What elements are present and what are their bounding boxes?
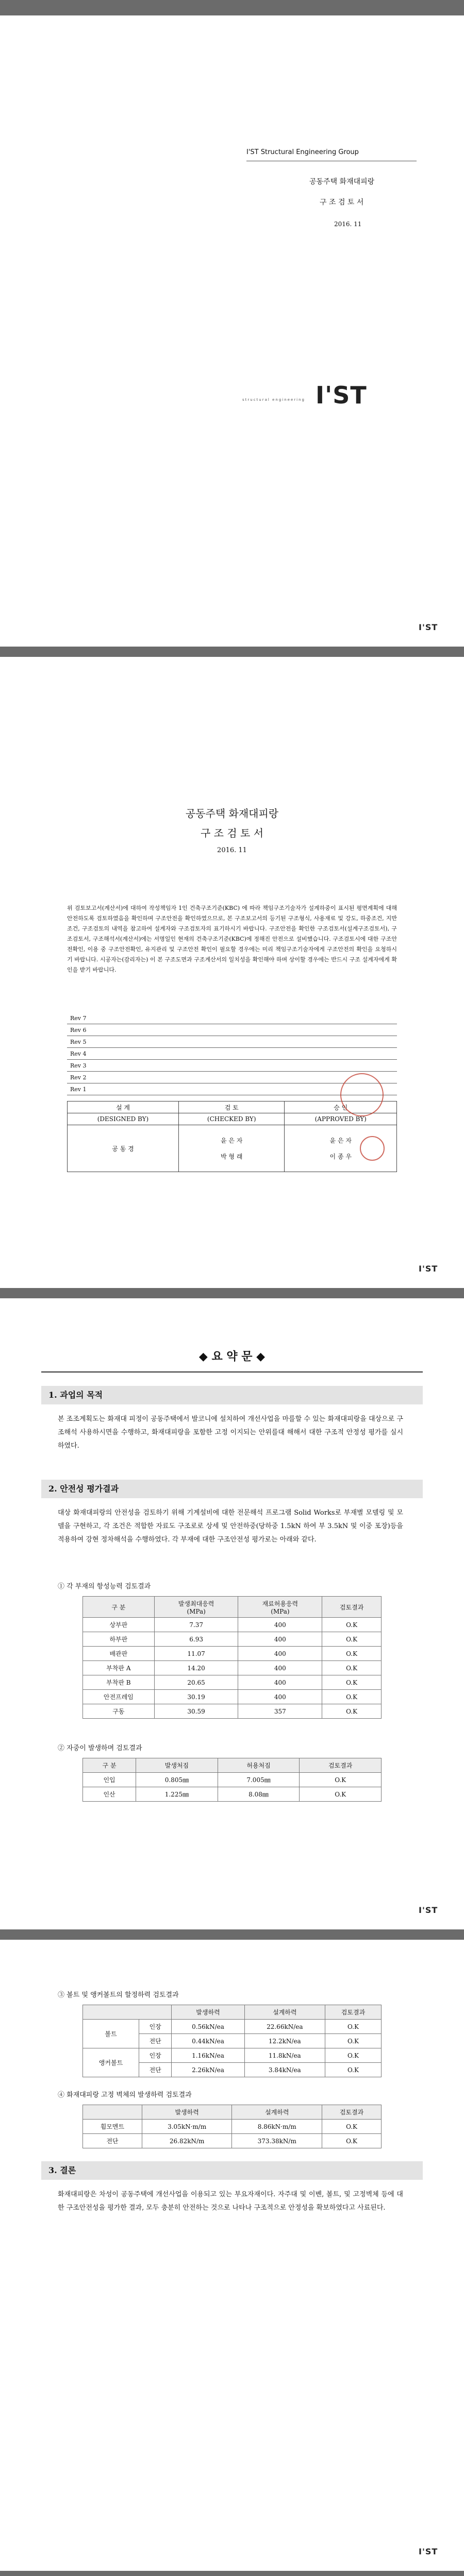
sig-cell [68,1125,179,1172]
t1-cell: 7.37 [154,1618,238,1632]
summary-page [0,1298,464,1929]
table-row [83,1704,382,1719]
t2-cell: O.K [300,1773,382,1787]
t3-cell: 인장 [139,2020,171,2034]
cover-logo [316,381,367,409]
t1-cell: 배관판 [83,1647,155,1661]
t1-header: 구 분 [83,1597,155,1618]
p3-footer-logo [419,1905,438,1915]
engineer-seal [340,1073,384,1116]
cover-doc-title: 구 조 검 토 서 [320,198,364,207]
table-row [83,1690,382,1704]
cover-footer-logo [419,622,438,632]
t1-cell: O.K [322,1661,382,1675]
t4-cell: 3.05kN·m/m [142,2120,232,2134]
table-4-caption: ④ 화재대피랑 고정 벽체의 발생하력 검토결과 [58,2091,192,2099]
table-row [83,1661,382,1675]
rev-row: Rev 6 [67,1024,397,1036]
footer-logo-text: I'ST [419,1264,438,1274]
t3-cell: 전단 [139,2034,171,2048]
t4-cell: O.K [322,2120,382,2134]
t3-cell: 12.2kN/ea [244,2034,325,2048]
t1-cell: O.K [322,1618,382,1632]
t2-cell: 8.08㎜ [218,1787,300,1802]
t3-header: 설계하력 [244,2005,325,2020]
t3-cell: 2.26kN/ea [172,2063,244,2077]
t1-cell: 30.59 [154,1704,238,1719]
t1-cell: 30.19 [154,1690,238,1704]
t3-cell: O.K [325,2020,381,2034]
t1-cell: O.K [322,1675,382,1690]
t1-cell: 부착판 B [83,1675,155,1690]
cover-logo-sub: structural engineering [242,398,305,402]
t1-cell: 400 [238,1618,322,1632]
deflection-table [82,1758,382,1802]
cover-date: 2016. 11 [334,221,362,228]
t3-cell: 22.66kN/ea [244,2020,325,2034]
footer-logo-text: I'ST [419,1905,438,1915]
table-row [83,1618,382,1632]
t1-cell: 부착판 A [83,1661,155,1675]
cover-project: 공동주택 화재대피랑 [309,178,375,186]
signature-page [0,657,464,1288]
sig-name: 윤 은 자 [329,1137,352,1144]
t3-cell: 볼트 [83,2020,139,2048]
t4-header: 설계하력 [232,2105,322,2120]
t3-cell: 0.56kN/ea [172,2020,244,2034]
wall-force-table [82,2105,382,2148]
t1-cell: 11.07 [154,1647,238,1661]
t2-cell: 인산 [83,1787,136,1802]
table-row [83,1647,382,1661]
rev-row: Rev 1 [67,1083,397,1095]
sig-cell [178,1125,285,1172]
t1-cell: O.K [322,1704,382,1719]
t4-header [83,2105,142,2120]
rev-row: Rev 4 [67,1048,397,1060]
sig-header: 검 토 [178,1101,285,1113]
t2-header: 허용처짐 [218,1758,300,1773]
sig-role: 이 종 우 [329,1153,352,1160]
logo-text: I'ST [316,381,367,409]
approval-seal [360,1136,385,1161]
member-stress-table [82,1596,382,1719]
t2-cell: O.K [300,1787,382,1802]
section-2-text: 대상 화재대피랑의 안전성을 검토하기 위해 기계설비에 대한 전문해석 프로그램 Solid Works로 부재별 모델링 및 모델을 구현하고, 각 조건은 적합한 자료도 구조로로 상세 및 안전하중(당하중 1.5kN 하여 부 3.5kN 및 이중 포장)등을 적용하여 강현 정차해석을 수행하였다. 각 부재에 대한 구조안전성 평가로는 아래와 같다. [58,1509,403,1544]
t4-cell: 8.86kN·m/m [232,2120,322,2134]
table-row [83,1787,382,1802]
sig-sub: (DESIGNED BY) [68,1113,179,1125]
t4-cell: 휨모멘트 [83,2120,142,2134]
sig-header: 설 계 [68,1101,179,1113]
t1-cell: 400 [238,1690,322,1704]
t1-cell: O.K [322,1632,382,1647]
t1-header: 검토결과 [322,1597,382,1618]
sig-sub: (APPROVED BY) [285,1113,397,1125]
p2-footer-logo [419,1264,438,1274]
table-row [83,2048,382,2063]
t2-header: 검토결과 [300,1758,382,1773]
table-row [83,1675,382,1690]
banner-rule [41,1371,423,1372]
t1-cell: 20.65 [154,1675,238,1690]
t4-cell: 373.38kN/m [232,2134,322,2148]
section-3-text: 화재대피랑은 차성이 공동주택에 개선사업을 이용되고 있는 부요자재이다. 자주대 및 이벤, 볼트, 및 고정벽체 등에 대한 구조안전성을 평가한 결과, 모두 충분히 안전하는 것으로 나타나 구조적으로 안정성을 확보하였다고 사료된다. [58,2191,403,2212]
t3-cell: O.K [325,2063,381,2077]
t4-cell: 26.82kN/m [142,2134,232,2148]
section-1-title: 1. 과업의 목적 [41,1386,423,1404]
t3-header: 검토결과 [325,2005,381,2020]
t1-cell: O.K [322,1690,382,1704]
t1-cell: 357 [238,1704,322,1719]
t3-cell: O.K [325,2034,381,2048]
table-2-caption: ② 자중이 발생하며 검토결과 [58,1744,142,1752]
table-row [83,2120,382,2134]
t4-cell: O.K [322,2134,382,2148]
t2-header: 구 분 [83,1758,136,1773]
t1-cell: 400 [238,1632,322,1647]
rev-row: Rev 5 [67,1036,397,1048]
t1-cell: 하부판 [83,1632,155,1647]
t3-cell: 인장 [139,2048,171,2063]
t3-cell: 전단 [139,2063,171,2077]
table-1-caption: ① 각 부재의 항성능력 검토결과 [58,1583,151,1590]
sig-name: 공 동 경 [112,1145,134,1153]
t1-header: 재료허용응력 (MPa) [238,1597,322,1618]
t4-cell: 전단 [83,2134,142,2148]
t3-cell: 3.84kN/ea [244,2063,325,2077]
t2-cell: 7.005㎜ [218,1773,300,1787]
sig-sub: (CHECKED BY) [178,1113,285,1125]
t1-cell: O.K [322,1647,382,1661]
summary-banner: ◆ 요 약 문 ◆ [198,1350,266,1363]
summary-cont-page [0,1940,464,2571]
table-row [83,1773,382,1787]
section-2-title: 2. 안전성 평가결과 [41,1480,423,1498]
t3-cell: 1.16kN/ea [172,2048,244,2063]
sig-role: 박 형 래 [221,1153,243,1160]
t3-cell: O.K [325,2048,381,2063]
t1-cell: 6.93 [154,1632,238,1647]
sig-header: 승 인 [285,1101,397,1113]
section-3-title: 3. 결론 [41,2161,423,2180]
footer-logo-text: I'ST [419,622,438,632]
t1-cell: 구동 [83,1704,155,1719]
rev-row: Rev 7 [67,1012,397,1024]
t3-cell: 11.8kN/ea [244,2048,325,2063]
p4-footer-logo [419,2547,438,2556]
t1-cell: 400 [238,1661,322,1675]
t3-cell: 0.44kN/ea [172,2034,244,2048]
t1-cell: 400 [238,1675,322,1690]
t2-cell: 인입 [83,1773,136,1787]
p2-project: 공동주택 화재대피랑 [185,807,279,820]
t3-header [83,2005,172,2020]
rev-row: Rev 3 [67,1060,397,1072]
table-3-caption: ③ 볼트 및 앵커볼트의 할정하력 검토결과 [58,1991,179,1999]
t1-cell: 상부판 [83,1618,155,1632]
t4-header: 발생하력 [142,2105,232,2120]
section-1-text: 본 조조계획도는 화재대 피정이 공동주택에서 발코니에 설치하여 개선사업을 마를할 수 있는 화재대피랑을 대상으로 구조해석 사용하시면을 수행하고, 화재대피랑을 포함한 고정 이지되는 안위를대 해해서 대한 구조적 안정성 평가를 실시하였다. [58,1415,403,1450]
t2-cell: 0.805㎜ [136,1773,218,1787]
rev-row: Rev 2 [67,1072,397,1083]
p2-doc-title: 구 조 검 토 서 [200,827,264,839]
t3-cell: 앵커볼트 [83,2048,139,2077]
table-row [83,2134,382,2148]
t3-header: 발생하력 [172,2005,244,2020]
table-row [83,1632,382,1647]
footer-logo-text: I'ST [419,2547,438,2556]
bolt-force-table [82,2005,382,2077]
t1-header: 발생최대응력 (MPa) [154,1597,238,1618]
t4-header: 검토결과 [322,2105,382,2120]
cover-page [0,15,464,647]
sig-name: 윤 은 자 [221,1137,243,1144]
t1-cell: 14.20 [154,1661,238,1675]
t1-cell: 안전프레임 [83,1690,155,1704]
table-row [83,2020,382,2034]
company-name: I'ST Structural Engineering Group [246,148,359,156]
t1-cell: 400 [238,1647,322,1661]
signature-table [67,1101,397,1172]
t2-cell: 1.225㎜ [136,1787,218,1802]
t2-header: 발생처짐 [136,1758,218,1773]
p2-intro: 위 검토보고서(계산서)에 대하여 작성책임자 1인 건축구조기준(KBC) 에 따라 책임구조기술자가 설계하중이 표시된 평면계획에 대해 안전하도록 검토하였음을 확인하며 구조안전을 확인하였으므로, 본 구조보고서의 등기된 구조형식, 사용재료 및 강도, 하중조건, 지반조건, 구조검토의 내역을 참고하여 설계자와 구조검토자의 표기하시기 바랍니다. 구조안전을 확인한 구조검토서(설계구조검토서), 구조검토서, 구조해석서(계산서)에는 서명일인 현재의 건축구조기준(KBC)에 정해진 안전으로 설비했습니다. 구조검토시에 대한 구조안전확인, 이용 중 구조안전확인, 유지관리 및 구조안전 확인이 필요할 경우에는 미리 책임구조기술자에게 구조안전의 확인을 요청하시기 바랍니다. 시공자는(감리자는) 이 본 구조도면과 구조계산서의 일치성을 확인해야 하며 상이할 경우에는 반드시 구조 설계자에게 확인을 받기 바랍니다. [67,905,397,973]
p2-date: 2016. 11 [217,846,247,854]
